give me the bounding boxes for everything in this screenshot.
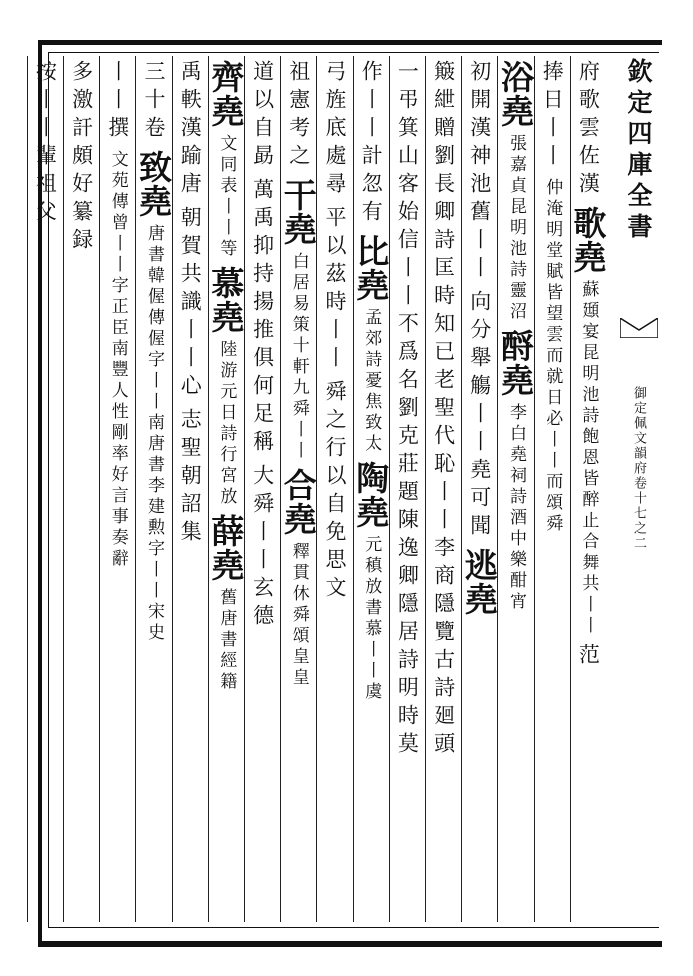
column-text: 府歌雲佐漢 [576,60,601,200]
column-text: 比堯 [351,234,391,302]
column-text: 元稹放書慕丨丨虞 [361,535,382,703]
column-text: 薛堯 [206,514,246,582]
column-text: 禹軼漢踰唐 [178,60,203,200]
column-text: 志聖朝詔集 [178,408,203,548]
column-text: 釋貫休舜頌皇皇 [288,542,309,689]
book-title: 欽定四庫全書 [624,58,653,244]
column-text: 白居易策十軒九舜丨丨 [288,252,309,462]
column-text: 唐書韓偓傳偓字丨丨南唐書李建勲字丨丨宋史 [144,224,164,644]
column-rule [534,56,535,922]
column-text: 仲淹明堂賦皆望雲而就日必丨丨而頌舜 [542,178,563,535]
column-text: 弓旌底處尋 [323,60,347,200]
page-margin [618,46,658,936]
column-text: 祖憲考之 [286,60,311,172]
column-text: 初開漢神池舊丨丨 [467,60,492,284]
fish-tail-mark [620,318,658,338]
column-text: 大舜丨丨玄德 [250,464,275,632]
column-text: 合堯 [278,468,318,536]
column-text: 作丨丨計忽有 [359,60,384,228]
column-rule [244,56,245,922]
column-text: 李白堯祠詩酒中樂酣宵 [506,403,526,613]
column-text: 陶堯 [351,461,391,529]
column-text: 文苑傳曾丨丨字正臣南豐人性剛率好言事奏辭 [107,150,128,570]
column-text: 干堯 [278,178,318,246]
column-text: 道以自勗 [250,60,275,172]
column-text: 朝賀共識丨丨心 [178,206,203,402]
column-rule [27,56,28,922]
column-text: 按丨丨輩祖父 [33,60,58,228]
column-text: 浴堯 [496,60,535,128]
column-rule [63,56,64,922]
column-rule [208,56,209,922]
column-text: 向分舉觴丨丨堯可聞 [467,290,492,542]
column-text: 陸游元日詩行宮放 [216,340,237,508]
column-text: 文同表丨丨等 [216,134,237,260]
column-text: 歌堯 [568,206,608,274]
column-text: 張嘉貞昆明池詩靈沼 [506,134,526,323]
column-text: 簸紲贈劉長卿詩匡時知已老聖代恥丨丨李商隱覽古詩廻頭 [431,60,456,760]
column-text: 蘇頲宴昆明池詩飽恩皆醉止合舞共丨丨 [578,280,599,637]
column-text: 逃堯 [459,548,499,616]
column-text: 捧日丨丨 [540,60,565,172]
column-text: 丨丨撰 [105,60,130,144]
column-text: 萬禹抑持揚推俱何足稱 [250,178,275,458]
column-rule [497,56,498,922]
column-text: 孟郊詩憂焦致太 [361,308,382,455]
column-text: 一弔箕山客始信丨丨不爲名劉克莊題陳逸卿隱居詩明時莫 [395,60,420,760]
column-text: 齊堯 [206,60,246,128]
column-rule [570,56,571,922]
column-text: 舊唐書經籍 [216,588,237,693]
column-text: 舜之行以自免思文 [323,380,347,604]
column-text: 慕堯 [206,266,246,334]
column-text: 多激訐頗好纂録 [69,60,94,256]
column-text: 酹堯 [496,329,535,397]
column-rule [461,56,462,922]
column-rule [99,56,100,922]
column-text: 致堯 [134,150,173,218]
column-text: 平以茲時丨丨 [323,206,347,374]
column-rule [425,56,426,922]
column-text: 三十卷 [142,60,166,144]
column-text: 范 [576,643,601,671]
chapter-label: 御定佩文韻府卷十七之二 [631,386,646,551]
